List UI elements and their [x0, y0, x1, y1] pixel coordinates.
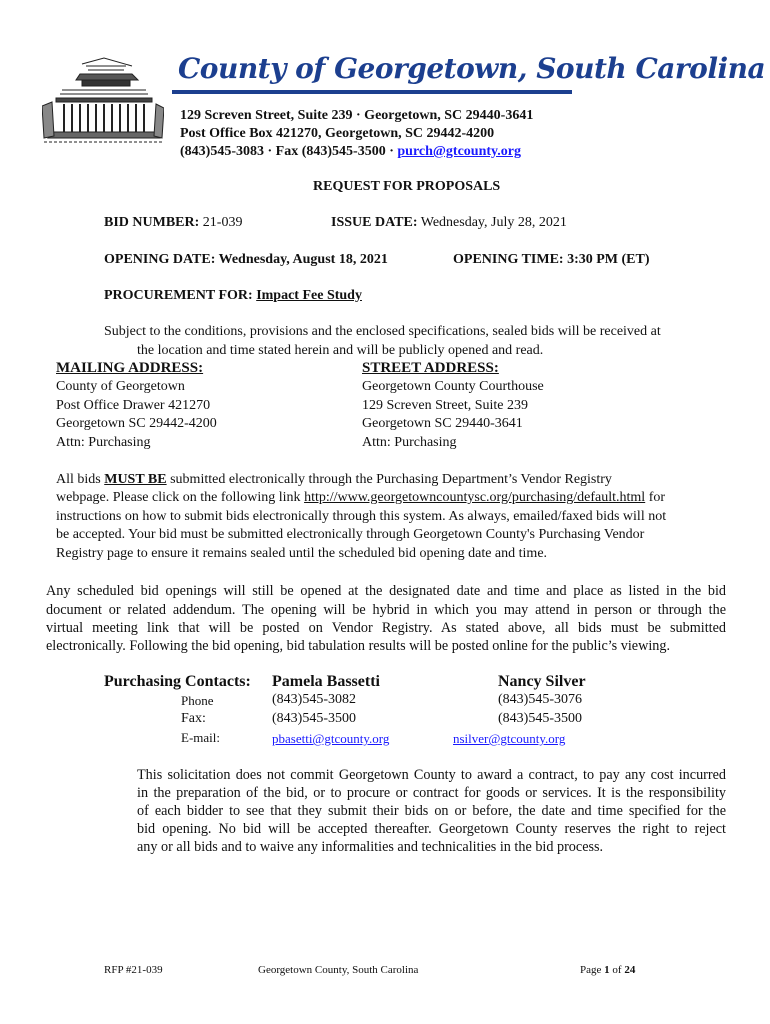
procurement-value: Impact Fee Study	[256, 288, 362, 303]
contact-name-2: Nancy Silver	[498, 673, 586, 690]
email-label: E-mail:	[181, 730, 220, 745]
purchasing-email-link[interactable]: purch@gtcounty.org	[397, 144, 521, 159]
footer-page	[580, 964, 635, 976]
must-be-emphasis: MUST BE	[104, 472, 167, 487]
contact-line	[180, 144, 521, 160]
contact-email-2-link[interactable]: nsilver@gtcounty.org	[453, 731, 566, 746]
contact-name-1: Pamela Bassetti	[272, 673, 380, 690]
street-line-2: 129 Screven Street, Suite 239	[362, 398, 529, 413]
electronic-line-5: Registry page to ensure it remains sealed until the scheduled bid opening date and time.	[56, 546, 548, 561]
hybrid-line-1: Any scheduled bid openings will still be opened at the designated date and time and place as listed in the bid	[46, 583, 726, 599]
contact-fax-2: (843)545-3500	[498, 711, 582, 726]
street-line-4: Attn: Purchasing	[362, 435, 457, 450]
bid-number-label: BID NUMBER:	[104, 215, 200, 230]
hybrid-line-4: electronically. Following the bid opening, bid tabulation results will be posted online for the public’s viewing.	[46, 638, 671, 654]
mailing-line-3: Georgetown SC 29442-4200	[56, 416, 217, 431]
bid-number-value: 21-039	[199, 215, 243, 230]
opening-date: OPENING DATE: Wednesday, August 18, 2021	[104, 252, 388, 267]
electronic-l2-post: for	[645, 490, 666, 505]
contact-email-1-link[interactable]: pbasetti@gtcounty.org	[272, 731, 390, 746]
disclaimer-line-3: of each bidder to see that they submit their bids on or before, the date and time specified for the	[137, 803, 726, 819]
street-line-1: Georgetown County Courthouse	[362, 379, 544, 394]
fax-label: Fax:	[181, 711, 206, 726]
subject-line-1: Subject to the conditions, provisions and the enclosed specifications, sealed bids will be received at	[104, 324, 661, 339]
address-line-2: Post Office Box 421270, Georgetown, SC 29442-4200	[180, 126, 495, 141]
mailing-line-2: Post Office Drawer 421270	[56, 398, 211, 413]
footer-page-total: 24	[624, 964, 636, 976]
procurement-label: PROCUREMENT FOR:	[104, 288, 257, 303]
electronic-l2-pre: webpage. Please click on the following link	[56, 490, 305, 505]
disclaimer-line-1: This solicitation does not commit Georgetown County to award a contract, to pay any cost incurred	[137, 767, 726, 783]
issue-date-label: ISSUE DATE:	[331, 215, 418, 230]
bid-number	[104, 215, 242, 231]
electronic-l1-post: submitted electronically through the Purchasing Department’s Vendor Registry	[166, 472, 612, 487]
electronic-line-1	[56, 472, 612, 488]
contact-phone-2: (843)545-3076	[498, 692, 582, 707]
electronic-line-4: be accepted. Your bid must be submitted electronically through Georgetown County's Purchasing Vendor	[56, 527, 645, 542]
address-line-1: 129 Screven Street, Suite 239 · Georgetown, SC 29440-3641	[180, 108, 534, 123]
county-title: County of Georgetown, South Carolina	[178, 52, 766, 85]
purchasing-page-link[interactable]: http://www.georgetowncountysc.org/purchasing/default.html	[304, 490, 646, 505]
title-rule	[172, 90, 572, 94]
hybrid-line-2: document or related addendum. The opening will be hybrid in which you may attend in person or through the	[46, 602, 726, 618]
purchasing-contacts-heading: Purchasing Contacts:	[104, 673, 251, 690]
issue-date-value: Wednesday, July 28, 2021	[417, 215, 567, 230]
phone-fax-text: (843)545-3083 · Fax (843)545-3500 ·	[180, 144, 398, 159]
disclaimer-line-2: in the preparation of the bid, or to procure or contract for goods or services. It is the responsibility	[137, 785, 726, 801]
disclaimer-line-4: bid opening. No bid will be accepted thereafter. Georgetown County reserves the right to reject	[137, 821, 726, 837]
contact-fax-1: (843)545-3500	[272, 711, 356, 726]
electronic-l1-pre: All bids	[56, 472, 105, 487]
disclaimer-line-5: any or all bids and to waive any informalities and technicalities in the bid process.	[137, 839, 604, 855]
hybrid-line-3: virtual meeting link that will be posted on Vendor Registry. As stated above, all bids must be submitted	[46, 620, 726, 636]
procurement-for	[104, 288, 362, 304]
footer-county: Georgetown County, South Carolina	[258, 964, 419, 976]
issue-date	[331, 215, 567, 231]
electronic-line-3: instructions on how to submit bids electronically through this system. As always, emailed/faxed bids will not	[56, 509, 667, 524]
footer-page-num: 1	[604, 964, 610, 976]
mailing-line-4: Attn: Purchasing	[56, 435, 151, 450]
contact-phone-1: (843)545-3082	[272, 692, 356, 707]
footer-page-mid: of	[609, 964, 625, 976]
footer-rfp-number: RFP #21-039	[104, 964, 163, 976]
street-address-heading: STREET ADDRESS:	[362, 360, 499, 376]
subject-line-2: the location and time stated herein and will be publicly opened and read.	[137, 343, 544, 358]
electronic-line-2	[56, 490, 665, 506]
street-line-3: Georgetown SC 29440-3641	[362, 416, 523, 431]
opening-time: OPENING TIME: 3:30 PM (ET)	[453, 252, 650, 267]
phone-label: Phone	[181, 693, 214, 708]
mailing-address-heading: MAILING ADDRESS:	[56, 360, 204, 376]
rfp-heading: REQUEST FOR PROPOSALS	[313, 179, 501, 194]
mailing-line-1: County of Georgetown	[56, 379, 185, 394]
courthouse-logo-icon	[42, 56, 164, 148]
footer-page-pre: Page	[580, 964, 605, 976]
